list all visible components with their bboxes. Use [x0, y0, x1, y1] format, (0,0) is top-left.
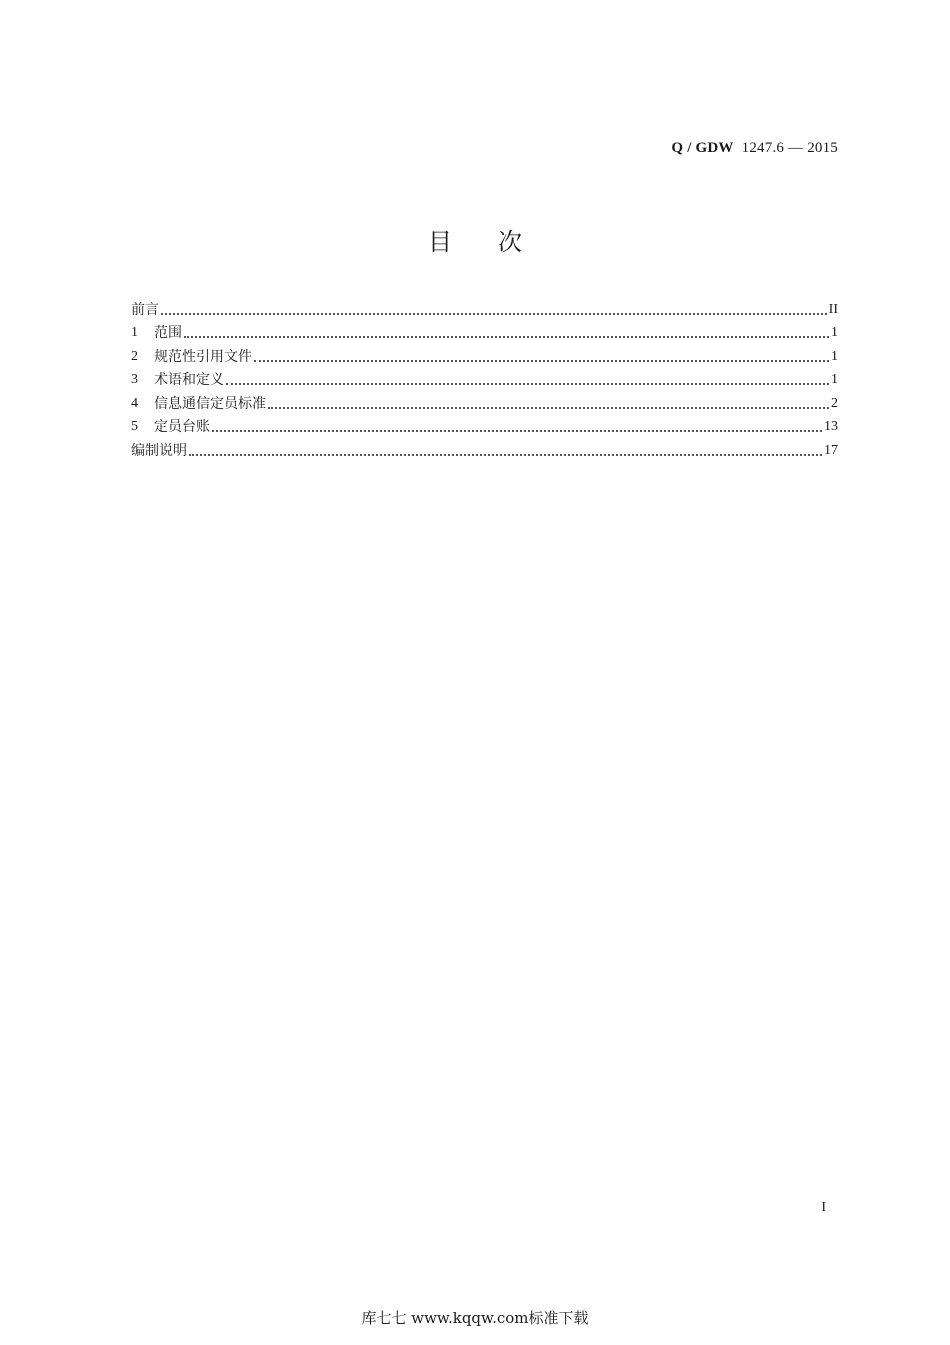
toc-item-number: 3 — [131, 372, 138, 387]
toc-item-label: 定员台账 — [154, 419, 210, 435]
toc-item-compilation-notes[interactable] — [131, 437, 838, 461]
toc-item-terms-definitions[interactable] — [131, 367, 838, 391]
leader-dots — [268, 407, 829, 409]
toc-item-number: 2 — [131, 348, 138, 364]
toc-item-staffing-ledger[interactable] — [131, 414, 838, 438]
leader-dots — [212, 430, 822, 432]
toc-item-page: 1 — [831, 372, 838, 387]
leader-dots — [254, 360, 829, 362]
leader-dots — [184, 336, 829, 338]
toc-item-label: 信息通信定员标准 — [154, 395, 266, 412]
toc-item-staffing-standard[interactable] — [131, 390, 838, 414]
toc-item-number: 5 — [131, 419, 138, 434]
footer-watermark: 库七七 www.kqqw.com标准下载 — [361, 1309, 589, 1327]
leader-dots — [226, 383, 829, 385]
standard-code — [671, 140, 838, 157]
toc-item-scope[interactable] — [131, 320, 838, 344]
toc-title: 目次 — [428, 228, 568, 256]
toc-item-label: 规范性引用文件 — [154, 348, 252, 365]
standard-number: 1247.6 — 2015 — [741, 140, 838, 156]
standard-prefix: Q / GDW — [671, 140, 734, 156]
toc-item-page: 1 — [831, 348, 838, 364]
toc-item-page: 2 — [831, 395, 838, 411]
leader-dots — [189, 454, 822, 456]
table-of-contents — [131, 296, 838, 461]
toc-item-page: II — [828, 301, 838, 317]
toc-item-label: 术语和定义 — [154, 372, 224, 388]
toc-item-label: 编制说明 — [131, 442, 187, 459]
toc-item-page: 1 — [831, 325, 838, 340]
toc-item-label: 范围 — [154, 325, 182, 341]
page-number: I — [821, 1200, 826, 1215]
toc-item-normative-references[interactable] — [131, 343, 838, 367]
toc-item-number: 1 — [131, 325, 138, 340]
toc-item-page: 13 — [824, 419, 838, 434]
toc-item-preface[interactable] — [131, 296, 838, 320]
leader-dots — [161, 313, 827, 315]
toc-item-number: 4 — [131, 395, 138, 411]
toc-item-page: 17 — [824, 442, 838, 458]
toc-item-label: 前言 — [131, 301, 159, 318]
